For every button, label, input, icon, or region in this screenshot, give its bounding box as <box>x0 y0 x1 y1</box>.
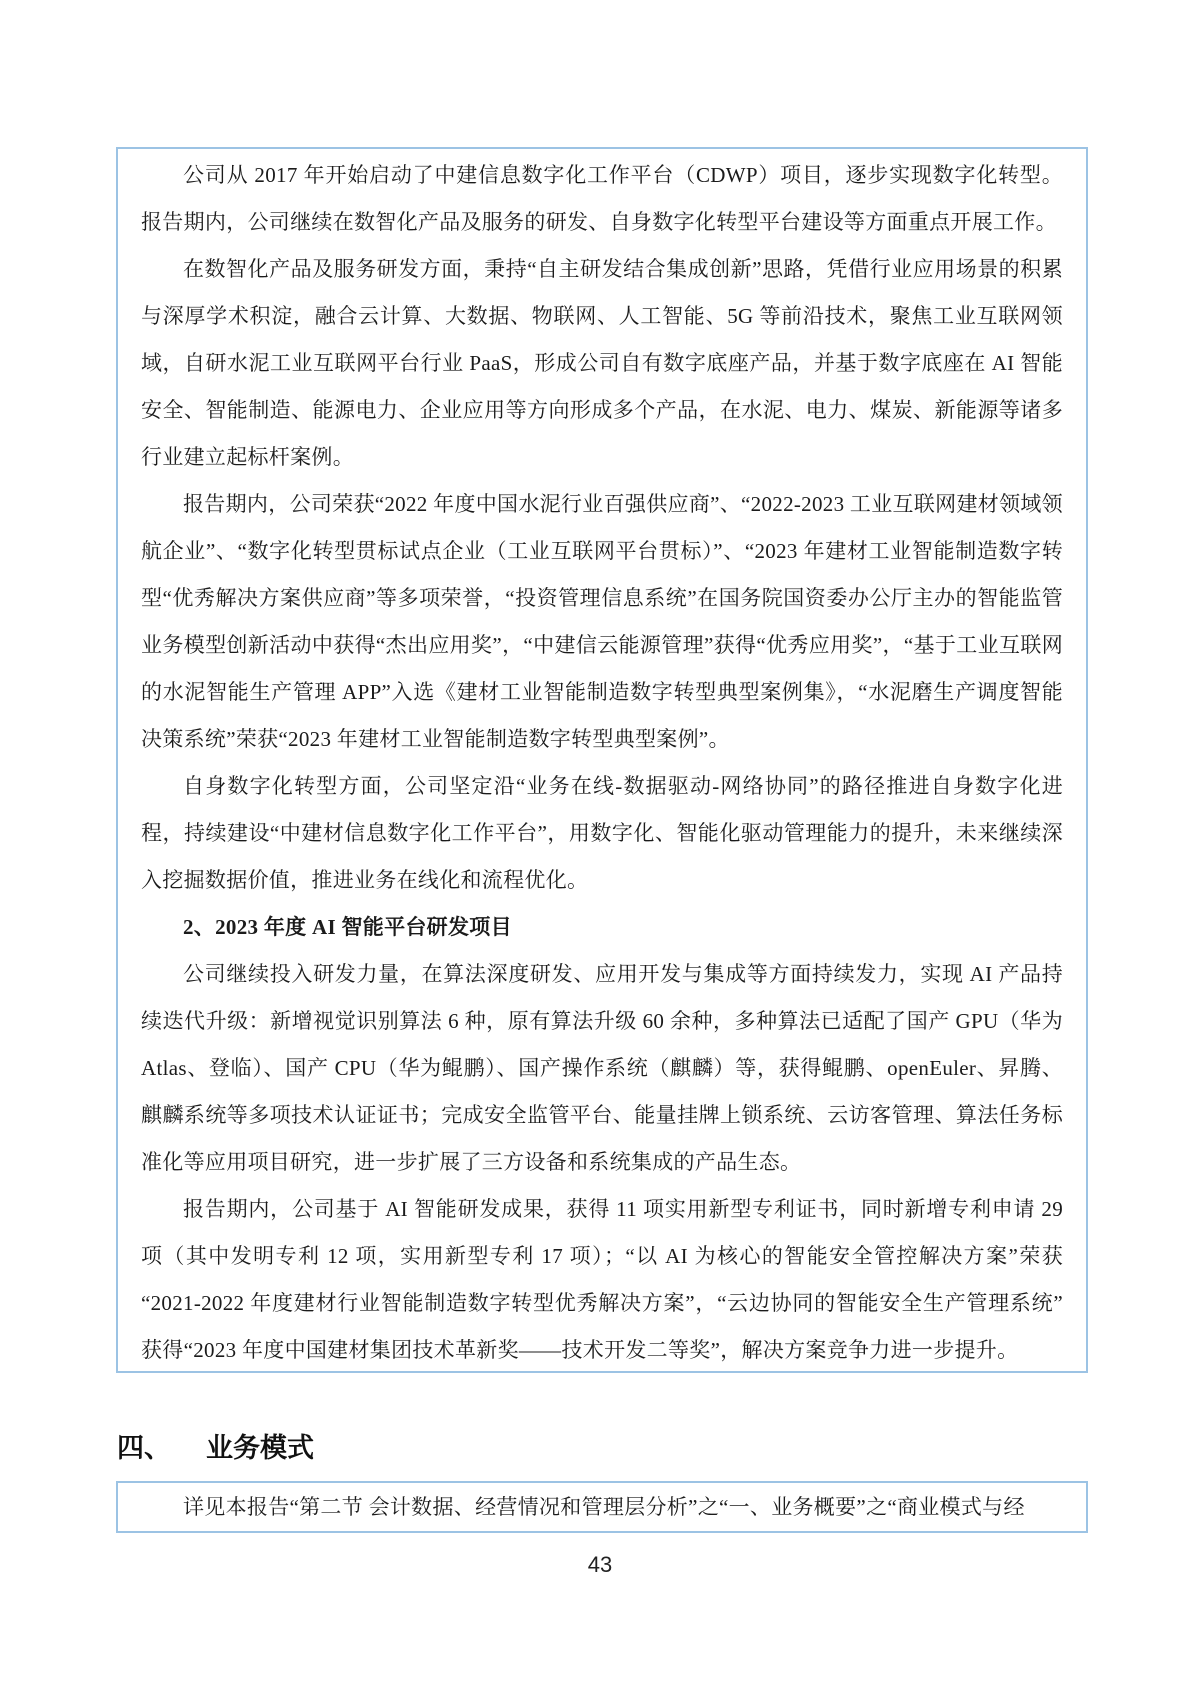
paragraph-ai-rd: 公司继续投入研发力量，在算法深度研发、应用开发与集成等方面持续发力，实现 AI 产品持续迭代升级：新增视觉识别算法 6 种，原有算法升级 60 余种，多种算法已适配了国产 GPU（华为 Atlas、登临）、国产 CPU（华为鲲鹏）、国产操作系统（麒麟）等，获得鲲鹏、openEuler、昇腾、麒麟系统等多项技术认证证书；完成安全监管平台、能量挂牌上锁系统、云访客管理、算法任务标准化等应用项目研究，进一步扩展了三方设备和系统集成的产品生态。 <box>141 962 1063 1174</box>
section-heading-business-model <box>117 1426 314 1465</box>
main-text-box <box>116 147 1088 1373</box>
page-number: 43 <box>587 1552 613 1577</box>
paragraph-honors: 报告期内，公司荣获“2022 年度中国水泥行业百强供应商”、“2022-2023 工业互联网建材领域领航企业”、“数字化转型贯标试点企业（工业互联网平台贯标）”、“2023 年建材工业智能制造数字转型“优秀解决方案供应商”等多项荣誉，“投资管理信息系统”在国务院国资委办公厅主办的智能监管业务模型创新活动中获得“杰出应用奖”，“中建信云能源管理”获得“优秀应用奖”，“基于工业互联网的水泥智能生产管理 APP”入选《建材工业智能制造数字转型典型案例集》，“水泥磨生产调度智能决策系统”荣获“2023 年建材工业智能制造数字转型典型案例”。 <box>141 492 1063 751</box>
paragraph-self-transformation: 自身数字化转型方面，公司坚定沿“业务在线-数据驱动-网络协同”的路径推进自身数字化进程，持续建设“中建材信息数字化工作平台”，用数字化、智能化驱动管理能力的提升，未来继续深入挖掘数据价值，推进业务在线化和流程优化。 <box>141 774 1063 892</box>
reference-text: 详见本报告“第二节 会计数据、经营情况和管理层分析”之“一、业务概要”之“商业模式与经 <box>183 1495 1025 1519</box>
paragraph-patents-awards: 报告期内，公司基于 AI 智能研发成果，获得 11 项实用新型专利证书，同时新增专利申请 29 项（其中发明专利 12 项，实用新型专利 17 项）；“以 AI 为核心的智能安全管控解决方案”荣获“2021-2022 年度建材行业智能制造数字转型优秀解决方案”，“云边协同的智能安全生产管理系统”获得“2023 年度中国建材集团技术革新奖——技术开发二等奖”，解决方案竞争力进一步提升。 <box>141 1197 1063 1362</box>
paragraph-digital-platform-intro: 公司从 2017 年开始启动了中建信息数字化工作平台（CDWP）项目，逐步实现数字化转型。报告期内，公司继续在数智化产品及服务的研发、自身数字化转型平台建设等方面重点开展工作。 <box>141 163 1063 234</box>
section-number: 四、 <box>117 1433 171 1463</box>
paragraph-product-rd: 在数智化产品及服务研发方面，秉持“自主研发结合集成创新”思路，凭借行业应用场景的积累与深厚学术积淀，融合云计算、大数据、物联网、人工智能、5G 等前沿技术，聚焦工业互联网领域，自研水泥工业互联网平台行业 PaaS，形成公司自有数字底座产品，并基于数字底座在 AI 智能安全、智能制造、能源电力、企业应用等方向形成多个产品，在水泥、电力、煤炭、新能源等诸多行业建立起标杆案例。 <box>141 257 1063 469</box>
subheading-ai-platform-project: 2、2023 年度 AI 智能平台研发项目 <box>183 915 512 939</box>
section-title: 业务模式 <box>206 1433 314 1463</box>
reference-box <box>116 1481 1088 1533</box>
